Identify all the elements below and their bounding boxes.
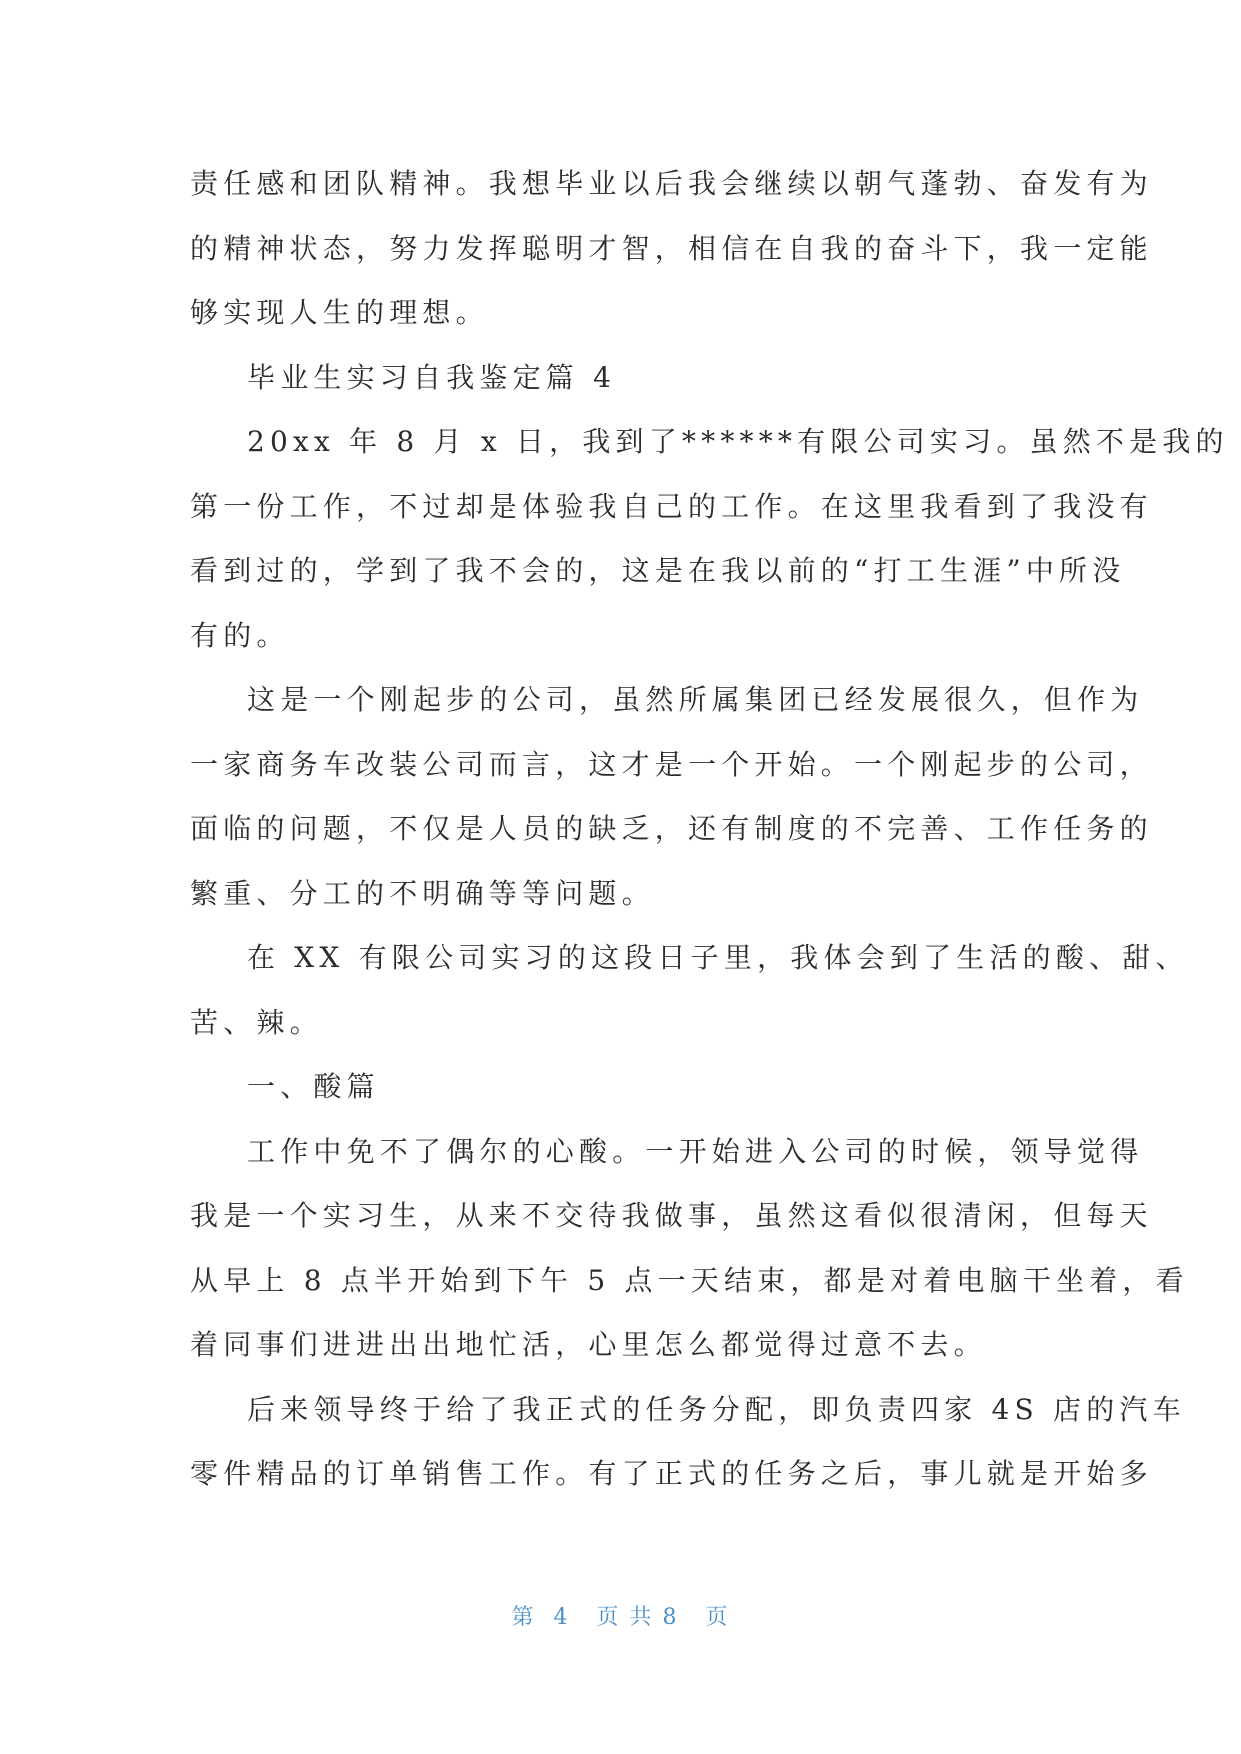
section-heading: 毕业生实习自我鉴定篇 4 (247, 360, 617, 394)
text-line: 一家商务车改装公司而言，这才是一个开始。一个刚起步的公司， (190, 747, 1153, 781)
subsection-heading: 一、酸篇 (247, 1070, 380, 1103)
text-line: 看到过的，学到了我不会的，这是在我以前的“打工生涯”中所没 (190, 554, 1126, 587)
text-line: 第一份工作，不过却是体验我自己的工作。在这里我看到了我没有 (190, 489, 1153, 523)
paragraph-start-line: 在 XX 有限公司实习的这段日子里，我体会到了生活的酸、甜、 (247, 941, 1189, 974)
text-line: 繁重、分工的不明确等等问题。 (190, 876, 655, 910)
text-line: 着同事们进进出出地忙活，心里怎么都觉得过意不去。 (190, 1328, 987, 1361)
text-line: 苦、辣。 (190, 1005, 323, 1039)
text-line: 面临的问题，不仅是人员的缺乏，还有制度的不完善、工作任务的 (190, 812, 1153, 845)
text-line: 够实现人生的理想。 (190, 296, 489, 329)
text-line: 从早上 8 点半开始到下午 5 点一天结束，都是对着电脑干坐着，看 (190, 1263, 1189, 1297)
paragraph-start-line: 这是一个刚起步的公司，虽然所属集团已经发展很久，但作为 (247, 683, 1144, 716)
text-line: 我是一个实习生，从来不交待我做事，虽然这看似很清闲，但每天 (190, 1199, 1153, 1232)
paragraph-start-line: 工作中免不了偶尔的心酸。一开始进入公司的时候，领导觉得 (247, 1134, 1144, 1168)
page-footer: 第 4 页 共 8 页 (511, 1605, 730, 1630)
document-body (190, 152, 1229, 1507)
paragraph-start-line: 后来领导终于给了我正式的任务分配，即负责四家 4S 店的汽车 (247, 1392, 1186, 1426)
text-line: 责任感和团队精神。我想毕业以后我会继续以朝气蓬勃、奋发有为 (190, 167, 1153, 200)
text-line: 有的。 (190, 618, 290, 652)
paragraph-start-line: 20xx 年 8 月 x 日，我到了******有限公司实习。虽然不是我的 (247, 425, 1229, 458)
text-line: 的精神状态，努力发挥聪明才智，相信在自我的奋斗下，我一定能 (190, 231, 1153, 265)
text-line: 零件精品的订单销售工作。有了正式的任务之后，事儿就是开始多 (190, 1457, 1153, 1490)
